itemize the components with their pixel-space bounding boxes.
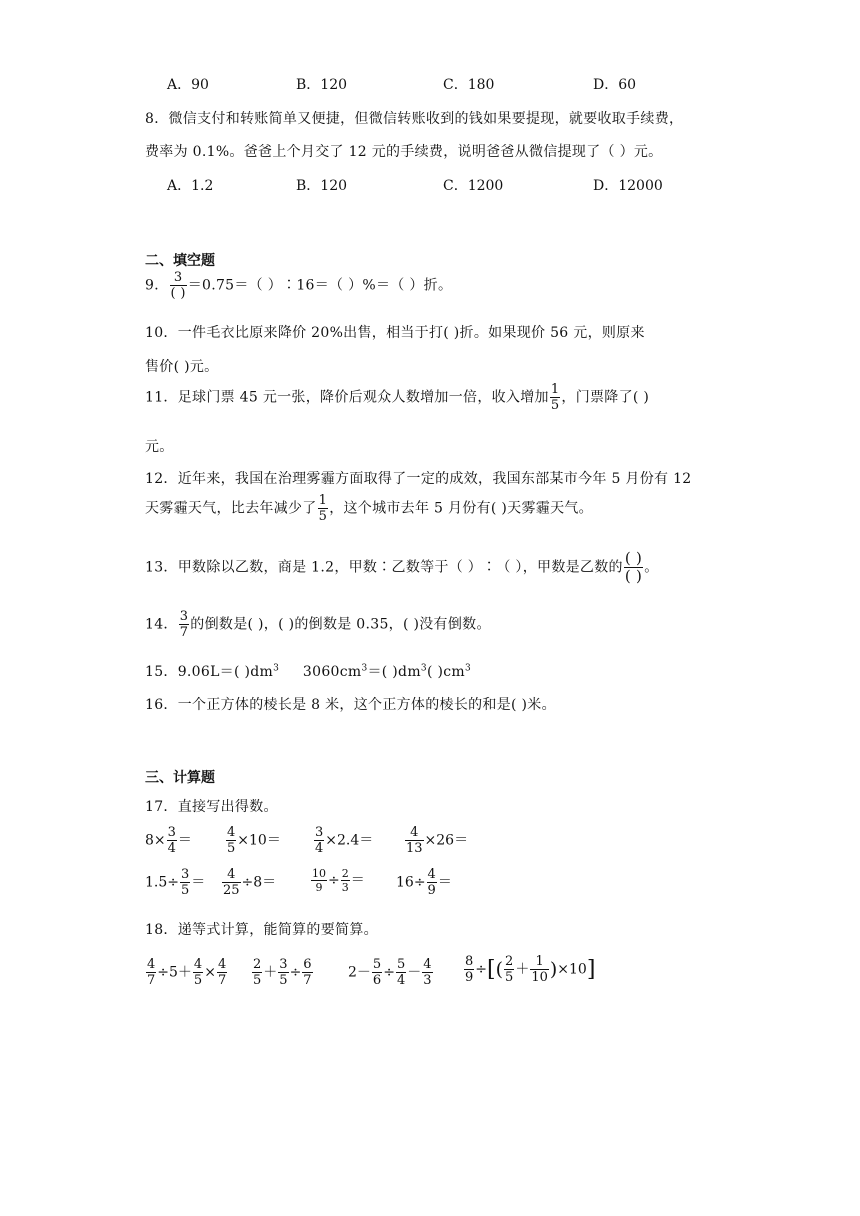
q11-part2: ，门票降了( ): [561, 389, 650, 406]
calc-r2-c: [310, 868, 365, 893]
e3-op1: ÷: [383, 964, 395, 981]
calc-r1b-post: ×10＝: [237, 832, 281, 849]
q12-part1: 天雾霾天气，比去年减少了: [145, 500, 317, 517]
q12-frac-num: 1: [318, 493, 328, 508]
q8-option-a: A．1.2: [167, 178, 214, 194]
expr-3: [348, 958, 434, 987]
e3-n2: 5: [396, 957, 406, 972]
calc-r2a-num: 3: [181, 867, 190, 882]
e1-op1: ÷5＋: [157, 964, 192, 981]
q13-end: 。: [644, 559, 659, 576]
e3-d3: 3: [423, 973, 432, 988]
calc-r1b-fraction: [226, 826, 236, 855]
e3-d2: 4: [396, 973, 406, 988]
q8-option-c: C．1200: [443, 178, 504, 194]
q12-line1: 12．近年来，我国在治理雾霾方面取得了一定的成效，我国东部某市今年 5 月份有 12: [145, 471, 692, 487]
calc-r1a-pre: 8×: [145, 832, 166, 849]
calc-r1c-post: ×2.4＝: [325, 832, 374, 849]
e4-frac2: [504, 955, 514, 984]
e2-op1: ＋: [263, 964, 278, 981]
q14-frac-den: 7: [179, 625, 189, 640]
q15-part-a: 15．9.06L＝( )dm: [145, 664, 274, 680]
q8-line1: 8．微信支付和转账简单又便捷，但微信转账收到的钱如果要提现，就要收取手续费，: [145, 111, 684, 127]
e3-d1: 6: [372, 973, 382, 988]
e2-op2: ÷: [289, 964, 302, 981]
q14: [145, 610, 491, 639]
q13-fraction: [624, 551, 643, 584]
calc-r2a-fraction: [180, 868, 190, 897]
calc-r2a-pre: 1.5÷: [145, 874, 179, 891]
expr-1: [145, 958, 228, 987]
calc-r1b-num: 4: [227, 825, 236, 840]
e1-frac1: [146, 958, 156, 987]
e4-op2: ＋: [515, 961, 530, 978]
q11-fraction: [550, 383, 561, 412]
q14-rest: 的倒数是( )，( )的倒数是 0.35，( )没有倒数。: [190, 616, 491, 633]
q9-fraction: [170, 271, 187, 300]
e2-d1: 5: [253, 973, 262, 988]
calc-r2a-den: 5: [181, 883, 190, 898]
e3-n1: 5: [372, 957, 382, 972]
q12-part2: ，这个城市去年 5 月份有( )天雾霾天气。: [329, 500, 593, 517]
e1-d1: 7: [147, 973, 156, 988]
calc-r1-d: [404, 826, 468, 855]
calc-r2-d: [396, 868, 452, 897]
e3-pre: 2－: [348, 964, 371, 981]
q8-line2: 费率为 0.1%。爸爸上个月交了 12 元的手续费，说明爸爸从微信提现了（ ）元。: [145, 144, 663, 160]
calc-r1-a: [145, 826, 192, 855]
expr-4: [463, 955, 595, 984]
calc-r2d-pre: 16÷: [396, 874, 426, 891]
e1-n3: 4: [217, 957, 227, 972]
e4-frac1: [464, 955, 474, 984]
q15-part-d: ( )cm: [426, 664, 465, 680]
e4-d2: 5: [505, 970, 514, 985]
calc-r2b-post: ÷8＝: [241, 874, 277, 891]
e4-right-bracket: ]: [586, 957, 596, 982]
q18: 18．递等式计算，能简算的要简算。: [145, 922, 378, 938]
q13-frac-den: ( ): [624, 567, 643, 585]
e4-frac3: [530, 955, 549, 984]
calc-r2-a: [145, 868, 205, 897]
calc-r1c-fraction: [314, 826, 324, 855]
calc-r1d-den: 13: [406, 841, 423, 856]
q13-frac-num: ( ): [624, 549, 643, 567]
e2-n2: 3: [279, 957, 288, 972]
e2-d2: 5: [279, 973, 288, 988]
q9-number: 9．: [145, 277, 169, 294]
calc-r2b-num: 4: [227, 867, 236, 882]
q14-number: 14．: [145, 616, 178, 633]
calc-r2c-fraction2: [341, 868, 350, 893]
e2-frac3: [302, 958, 312, 987]
e3-frac1: [372, 958, 382, 987]
q11-line2: 元。: [145, 439, 174, 455]
calc-r1a-post: ＝: [177, 832, 192, 849]
e4-n1: 8: [465, 954, 474, 969]
q7-option-a: A．90: [167, 77, 209, 93]
calc-r2-b: [221, 868, 276, 897]
calc-r1-b: [225, 826, 281, 855]
e1-n1: 4: [147, 957, 156, 972]
e3-frac2: [396, 958, 406, 987]
calc-r2b-den: 25: [223, 883, 240, 898]
e4-n3: 1: [535, 954, 544, 969]
q9-frac-den: ( ): [170, 286, 186, 301]
q15: [145, 661, 471, 681]
section-title-calculation: 三、计算题: [145, 770, 215, 786]
e1-op2: ×: [204, 964, 216, 981]
calc-r2c-num2: 2: [341, 867, 349, 880]
calc-r1d-num: 4: [410, 825, 419, 840]
q15-sup1: 3: [273, 663, 280, 674]
q7-option-d: D．60: [593, 77, 637, 93]
e3-frac3: [422, 958, 432, 987]
q15-sup2: 3: [361, 663, 368, 674]
q8-option-d: D．12000: [593, 178, 663, 194]
calc-r2c-den2: 3: [341, 881, 349, 894]
q11: [145, 383, 649, 412]
q9-rest: ＝0.75＝（ ）∶16＝（ ）%＝（ ）折。: [187, 277, 453, 294]
calc-r2d-den: 9: [427, 883, 436, 898]
q9: [145, 271, 452, 300]
calc-r1c-den: 4: [315, 841, 324, 856]
q12-frac-den: 5: [318, 509, 328, 524]
calc-r1a-num: 3: [167, 825, 176, 840]
q10-line1: 10．一件毛衣比原来降价 20%出售，相当于打( )折。如果现价 56 元，则原来: [145, 325, 645, 341]
calc-r1a-fraction: [167, 826, 177, 855]
e1-frac3: [217, 958, 227, 987]
q11-frac-num: 1: [550, 382, 560, 397]
q7-option-b: B．120: [296, 77, 348, 93]
q15-part-b: 3060cm: [302, 664, 362, 680]
e4-n2: 2: [505, 954, 514, 969]
e4-op1: ÷: [475, 961, 488, 978]
q12-fraction: [318, 494, 329, 523]
section-title-fill-blank: 二、填空题: [145, 253, 215, 269]
q11-part1: 11．足球门票 45 元一张，降价后观众人数增加一倍，收入增加: [145, 389, 549, 406]
calc-r1d-post: ×26＝: [424, 832, 469, 849]
e4-left-paren: (: [495, 958, 504, 981]
calc-r2d-num: 4: [427, 867, 436, 882]
q7-option-c: C．180: [443, 77, 495, 93]
q13: [145, 551, 659, 584]
e1-n2: 4: [193, 957, 203, 972]
calc-r2c-fraction1: [311, 868, 327, 893]
q13-text: 13．甲数除以乙数，商是 1.2，甲数∶乙数等于（ ）∶（ ），甲数是乙数的: [145, 559, 623, 576]
e4-d3: 10: [531, 970, 548, 985]
expr-2: [251, 958, 314, 987]
q15-part-c: ＝( )dm: [367, 664, 421, 680]
calc-r2c-op: ÷: [328, 872, 340, 889]
e3-n3: 4: [423, 957, 432, 972]
e1-frac2: [193, 958, 203, 987]
e3-op2: －: [407, 964, 422, 981]
q9-frac-num: 3: [173, 270, 183, 285]
e4-post: ×10: [557, 961, 587, 978]
e1-d3: 7: [217, 973, 227, 988]
calc-r2d-fraction: [427, 868, 437, 897]
e2-d3: 7: [303, 973, 312, 988]
q10-line2: 售价( )元。: [145, 359, 219, 375]
q12-line2: [145, 494, 593, 523]
q11-frac-den: 5: [550, 398, 560, 413]
calc-r1d-fraction: [405, 826, 424, 855]
q17: 17．直接写出得数。: [145, 799, 278, 815]
e2-n3: 6: [303, 957, 312, 972]
calc-r2d-post: ＝: [437, 874, 452, 891]
calc-r2c-den1: 9: [311, 880, 327, 893]
calc-r2c-post: ＝: [350, 872, 365, 889]
e2-n1: 2: [253, 957, 262, 972]
calc-r2c-num1: 10: [312, 867, 326, 880]
calc-r1b-den: 5: [227, 841, 236, 856]
e4-d1: 9: [465, 970, 474, 985]
calc-r1a-den: 4: [167, 841, 176, 856]
e2-frac2: [278, 958, 288, 987]
e4-right-paren: ): [549, 958, 558, 981]
q15-sup4: 3: [464, 663, 471, 674]
calc-r2b-fraction: [222, 868, 241, 897]
calc-r1c-num: 3: [315, 825, 324, 840]
e2-frac1: [252, 958, 262, 987]
e1-d2: 5: [193, 973, 203, 988]
q14-fraction: [179, 610, 190, 639]
q15-sup3: 3: [420, 663, 427, 674]
q14-frac-num: 3: [179, 609, 189, 624]
q8-option-b: B．120: [296, 178, 348, 194]
calc-r1-c: [313, 826, 373, 855]
q16: 16．一个正方体的棱长是 8 米，这个正方体的棱长的和是( )米。: [145, 697, 556, 713]
e4-left-bracket: [: [487, 957, 496, 982]
calc-r2a-post: ＝: [191, 874, 206, 891]
